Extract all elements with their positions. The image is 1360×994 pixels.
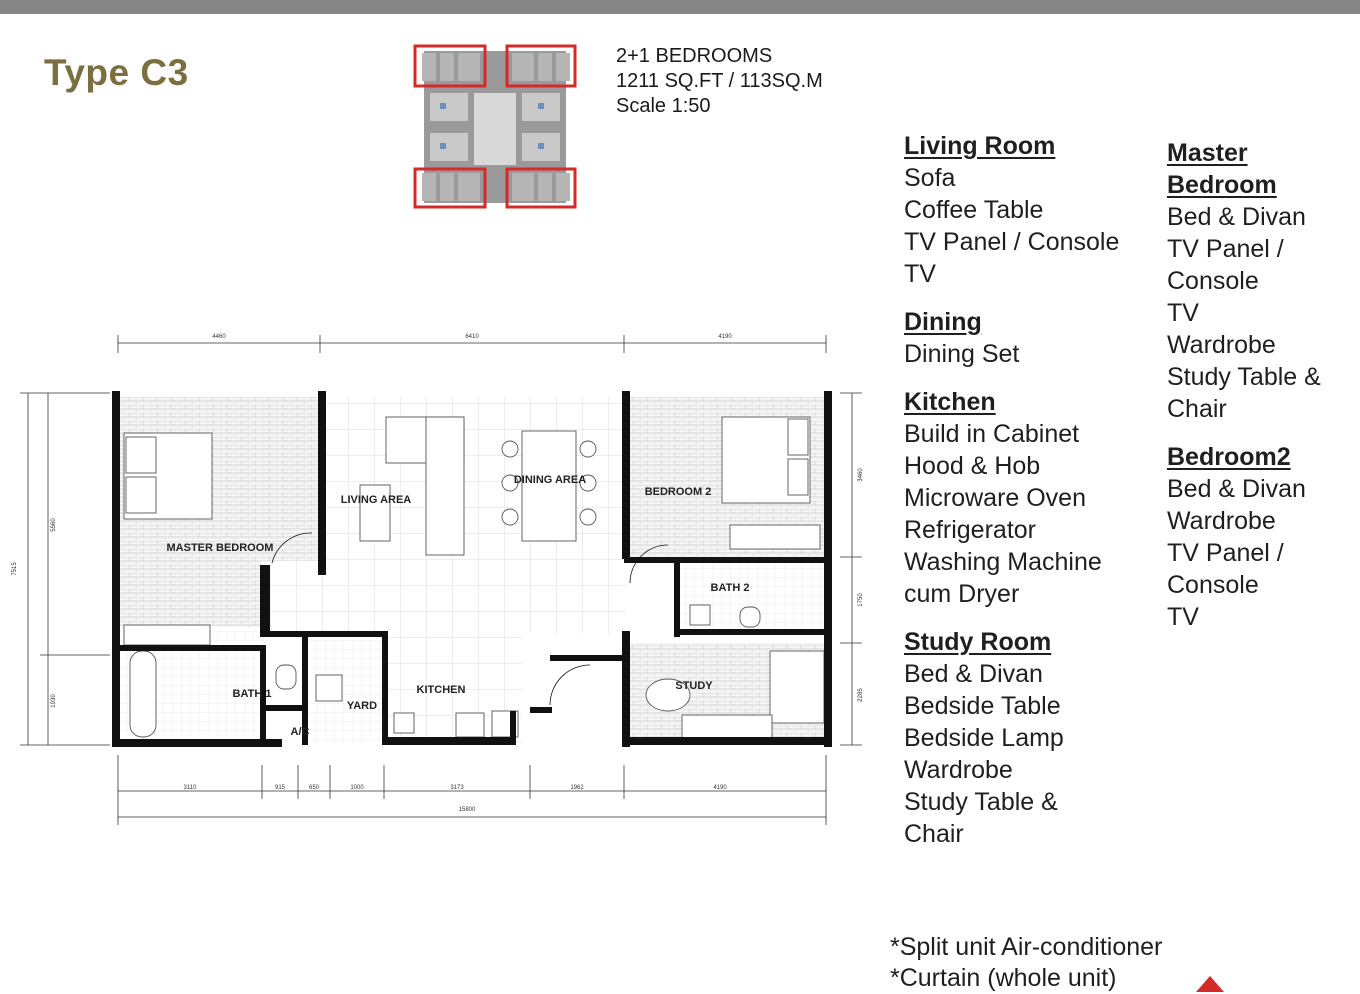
developer-logo-icon: [1196, 974, 1226, 992]
room-master-bedroom: MASTER BEDROOM: [166, 542, 274, 554]
floor-plan: [10, 325, 870, 835]
item-microwave-oven: Microware Oven: [904, 484, 1086, 512]
heading-dining: Dining: [904, 308, 982, 336]
heading-master-bedroom-2: Bedroom: [1167, 171, 1277, 199]
dim-bottom-1: 3110: [183, 785, 197, 791]
heading-master-bedroom-1: Master: [1167, 139, 1248, 167]
item-master-tv: TV: [1167, 299, 1199, 327]
dim-left-2: 1930: [51, 694, 57, 708]
item-master-console: Console: [1167, 267, 1259, 295]
dim-bottom-2: 915: [274, 785, 286, 791]
item-study-table: Study Table &: [904, 788, 1058, 816]
dim-left-total: 7515: [12, 562, 18, 576]
dim-top-1: 4460: [212, 334, 226, 340]
dim-top-2: 6410: [465, 334, 479, 340]
item-tv: TV: [904, 260, 936, 288]
room-study: STUDY: [675, 680, 713, 692]
dim-bottom-4: 1000: [350, 785, 364, 791]
item-b2-bed-divan: Bed & Divan: [1167, 475, 1306, 503]
item-study-chair: Chair: [904, 820, 964, 848]
note-curtain: *Curtain (whole unit): [890, 964, 1117, 992]
dim-top-3: 4190: [718, 334, 732, 340]
furniture-column-2: [1167, 137, 1321, 633]
room-ac: A/C: [290, 726, 310, 738]
dim-right-2: 1750: [858, 593, 864, 607]
bedrooms-text: 2+1 BEDROOMS: [616, 45, 773, 67]
item-master-bed-divan: Bed & Divan: [1167, 203, 1306, 231]
heading-study-room: Study Room: [904, 628, 1052, 656]
item-washing-machine: Washing Machine: [904, 548, 1102, 576]
item-build-in-cabinet: Build in Cabinet: [904, 420, 1080, 448]
item-b2-tv: TV: [1167, 603, 1199, 631]
dim-right-3: 2285: [858, 688, 864, 702]
item-bedside-lamp: Bedside Lamp: [904, 724, 1064, 752]
unit-info: [616, 44, 823, 119]
room-yard: YARD: [346, 700, 378, 712]
item-master-tv-panel: TV Panel /: [1167, 235, 1284, 263]
scale-text: Scale 1:50: [616, 95, 711, 117]
item-sofa: Sofa: [904, 164, 956, 192]
furniture-column-1: [904, 130, 1119, 850]
item-coffee-table: Coffee Table: [904, 196, 1044, 224]
item-b2-console: Console: [1167, 571, 1259, 599]
item-study-wardrobe: Wardrobe: [904, 756, 1013, 784]
note-aircon: *Split unit Air-conditioner: [890, 933, 1163, 961]
room-dining-area: DINING AREA: [513, 474, 587, 486]
room-bath-1: BATH 1: [232, 688, 272, 700]
notes: [890, 932, 1162, 994]
item-b2-tv-panel: TV Panel /: [1167, 539, 1284, 567]
room-bedroom-2: BEDROOM 2: [644, 486, 712, 498]
dim-bottom-5: 3173: [450, 785, 464, 791]
item-tv-panel-console: TV Panel / Console: [904, 228, 1120, 256]
room-kitchen: KITCHEN: [416, 684, 466, 696]
heading-bedroom2: Bedroom2: [1167, 443, 1291, 471]
item-bedside-table: Bedside Table: [904, 692, 1061, 720]
item-hood-hob: Hood & Hob: [904, 452, 1041, 480]
item-refrigerator: Refrigerator: [904, 516, 1036, 544]
item-master-chair: Chair: [1167, 395, 1227, 423]
key-plan-diagram: [410, 43, 580, 211]
room-living-area: LIVING AREA: [340, 494, 412, 506]
dim-left-1: 5560: [51, 518, 57, 532]
item-study-bed-divan: Bed & Divan: [904, 660, 1043, 688]
item-master-wardrobe: Wardrobe: [1167, 331, 1276, 359]
top-bar: [0, 0, 1360, 14]
item-cum-dryer: cum Dryer: [904, 580, 1020, 608]
dim-total: 15800: [458, 807, 476, 813]
heading-living-room: Living Room: [904, 132, 1056, 160]
item-master-study-table: Study Table &: [1167, 363, 1321, 391]
area-text: 1211 SQ.FT / 113SQ.M: [616, 70, 823, 92]
dim-bottom-6: 1962: [570, 785, 584, 791]
dim-bottom-3: 650: [308, 785, 320, 791]
dim-right-1: 3460: [858, 468, 864, 482]
item-b2-wardrobe: Wardrobe: [1167, 507, 1276, 535]
room-bath-2: BATH 2: [710, 582, 750, 594]
page-title: Type C3: [44, 52, 189, 93]
heading-kitchen: Kitchen: [904, 388, 996, 416]
item-dining-set: Dining Set: [904, 340, 1020, 368]
dim-bottom-7: 4190: [713, 785, 727, 791]
